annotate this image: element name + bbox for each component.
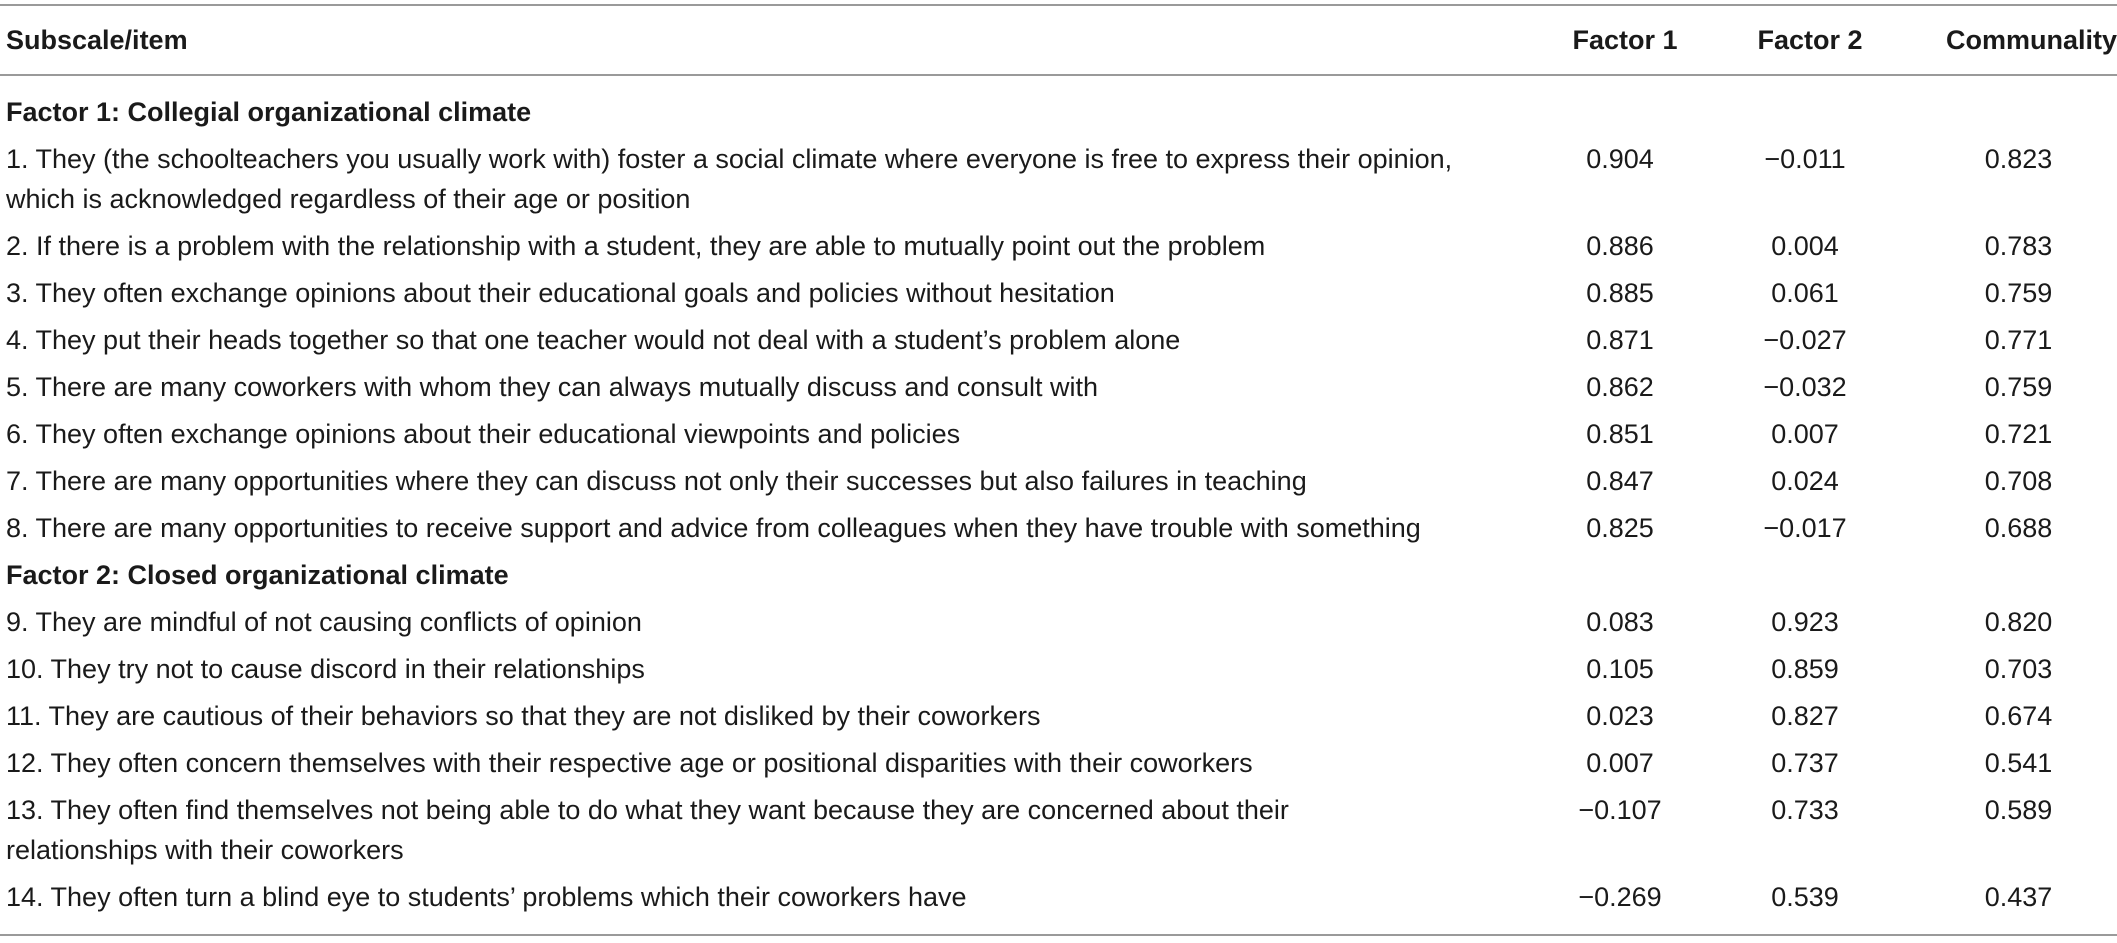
- header-factor2: Factor 2: [1757, 25, 1863, 55]
- factor1-value: 0.083: [1586, 607, 1654, 637]
- item-text: 9. They are mindful of not causing conflicts of opinion: [6, 607, 642, 637]
- factor2-value: 0.733: [1771, 795, 1839, 825]
- item-text: 1. They (the schoolteachers you usually work with) foster a social climate where everyone is free to express their opinion, which is acknowledged regardless of their age or position: [6, 144, 1453, 214]
- factor2-value: 0.539: [1771, 882, 1839, 912]
- factor1-value: 0.847: [1586, 466, 1654, 496]
- table-header-rule: [0, 74, 2117, 76]
- factor2-value: 0.004: [1771, 231, 1839, 261]
- item-text: 2. If there is a problem with the relationship with a student, they are able to mutually point out the problem: [6, 231, 1266, 261]
- communality-value: 0.437: [1984, 882, 2053, 912]
- item-text: 3. They often exchange opinions about their educational goals and policies without hesitation: [6, 278, 1115, 308]
- factor2-value: 0.024: [1771, 466, 1839, 496]
- table-bottom-rule: [0, 934, 2117, 936]
- communality-value: 0.783: [1984, 231, 2053, 261]
- communality-value: 0.688: [1984, 513, 2053, 543]
- factor2-value: 0.827: [1771, 701, 1839, 731]
- factor1-value: 0.007: [1586, 748, 1654, 778]
- header-factor1: Factor 1: [1572, 25, 1678, 55]
- communality-value: 0.771: [1984, 325, 2053, 355]
- communality-value: 0.703: [1984, 654, 2053, 684]
- factor1-value: −0.107: [1578, 795, 1662, 825]
- factor1-value: 0.886: [1586, 231, 1654, 261]
- header-subscale-item: Subscale/item: [6, 25, 188, 55]
- factor2-value: −0.027: [1763, 325, 1847, 355]
- factor2-value: 0.007: [1771, 419, 1839, 449]
- factor2-value: 0.737: [1771, 748, 1839, 778]
- section-title-text: Factor 1: Collegial organizational climate: [6, 97, 532, 127]
- item-text: 6. They often exchange opinions about their educational viewpoints and policies: [6, 419, 961, 449]
- communality-value: 0.708: [1984, 466, 2053, 496]
- factor1-value: 0.825: [1586, 513, 1654, 543]
- factor1-value: −0.269: [1578, 882, 1662, 912]
- factor2-value: 0.923: [1771, 607, 1839, 637]
- factor2-value: −0.017: [1763, 513, 1847, 543]
- item-text: 10. They try not to cause discord in their relationships: [6, 654, 645, 684]
- factor2-value: 0.859: [1771, 654, 1839, 684]
- section-title-text: Factor 2: Closed organizational climate: [6, 560, 509, 590]
- communality-value: 0.759: [1984, 278, 2053, 308]
- item-text: 8. There are many opportunities to receive support and advice from colleagues when they have trouble with something: [6, 513, 1421, 543]
- item-text: 4. They put their heads together so that one teacher would not deal with a student’s problem alone: [6, 325, 1181, 355]
- table-top-rule: [0, 4, 2117, 6]
- item-text: 5. There are many coworkers with whom they can always mutually discuss and consult with: [6, 372, 1098, 402]
- item-text: 12. They often concern themselves with their respective age or positional disparities with their coworkers: [6, 748, 1253, 778]
- communality-value: 0.759: [1984, 372, 2053, 402]
- factor1-value: 0.885: [1586, 278, 1654, 308]
- factor2-value: 0.061: [1771, 278, 1839, 308]
- factor1-value: 0.023: [1586, 701, 1654, 731]
- factor1-value: 0.851: [1586, 419, 1654, 449]
- factor2-value: −0.032: [1763, 372, 1847, 402]
- factor1-value: 0.862: [1586, 372, 1654, 402]
- communality-value: 0.589: [1984, 795, 2053, 825]
- communality-value: 0.820: [1984, 607, 2053, 637]
- header-communality: Communality: [1945, 25, 2117, 55]
- item-text: 13. They often find themselves not being able to do what they want because they are concerned about their relationships with their coworkers: [6, 795, 1289, 865]
- item-text: 11. They are cautious of their behaviors so that they are not disliked by their coworkers: [6, 701, 1041, 731]
- factor1-value: 0.871: [1586, 325, 1654, 355]
- factor1-value: 0.904: [1586, 144, 1654, 174]
- communality-value: 0.674: [1984, 701, 2053, 731]
- item-text: 14. They often turn a blind eye to students’ problems which their coworkers have: [6, 882, 967, 912]
- item-text: 7. There are many opportunities where they can discuss not only their successes but also failures in teaching: [6, 466, 1307, 496]
- factor2-value: −0.011: [1764, 144, 1846, 174]
- factor1-value: 0.105: [1586, 654, 1654, 684]
- communality-value: 0.721: [1984, 419, 2053, 449]
- communality-value: 0.541: [1984, 748, 2053, 778]
- communality-value: 0.823: [1984, 144, 2053, 174]
